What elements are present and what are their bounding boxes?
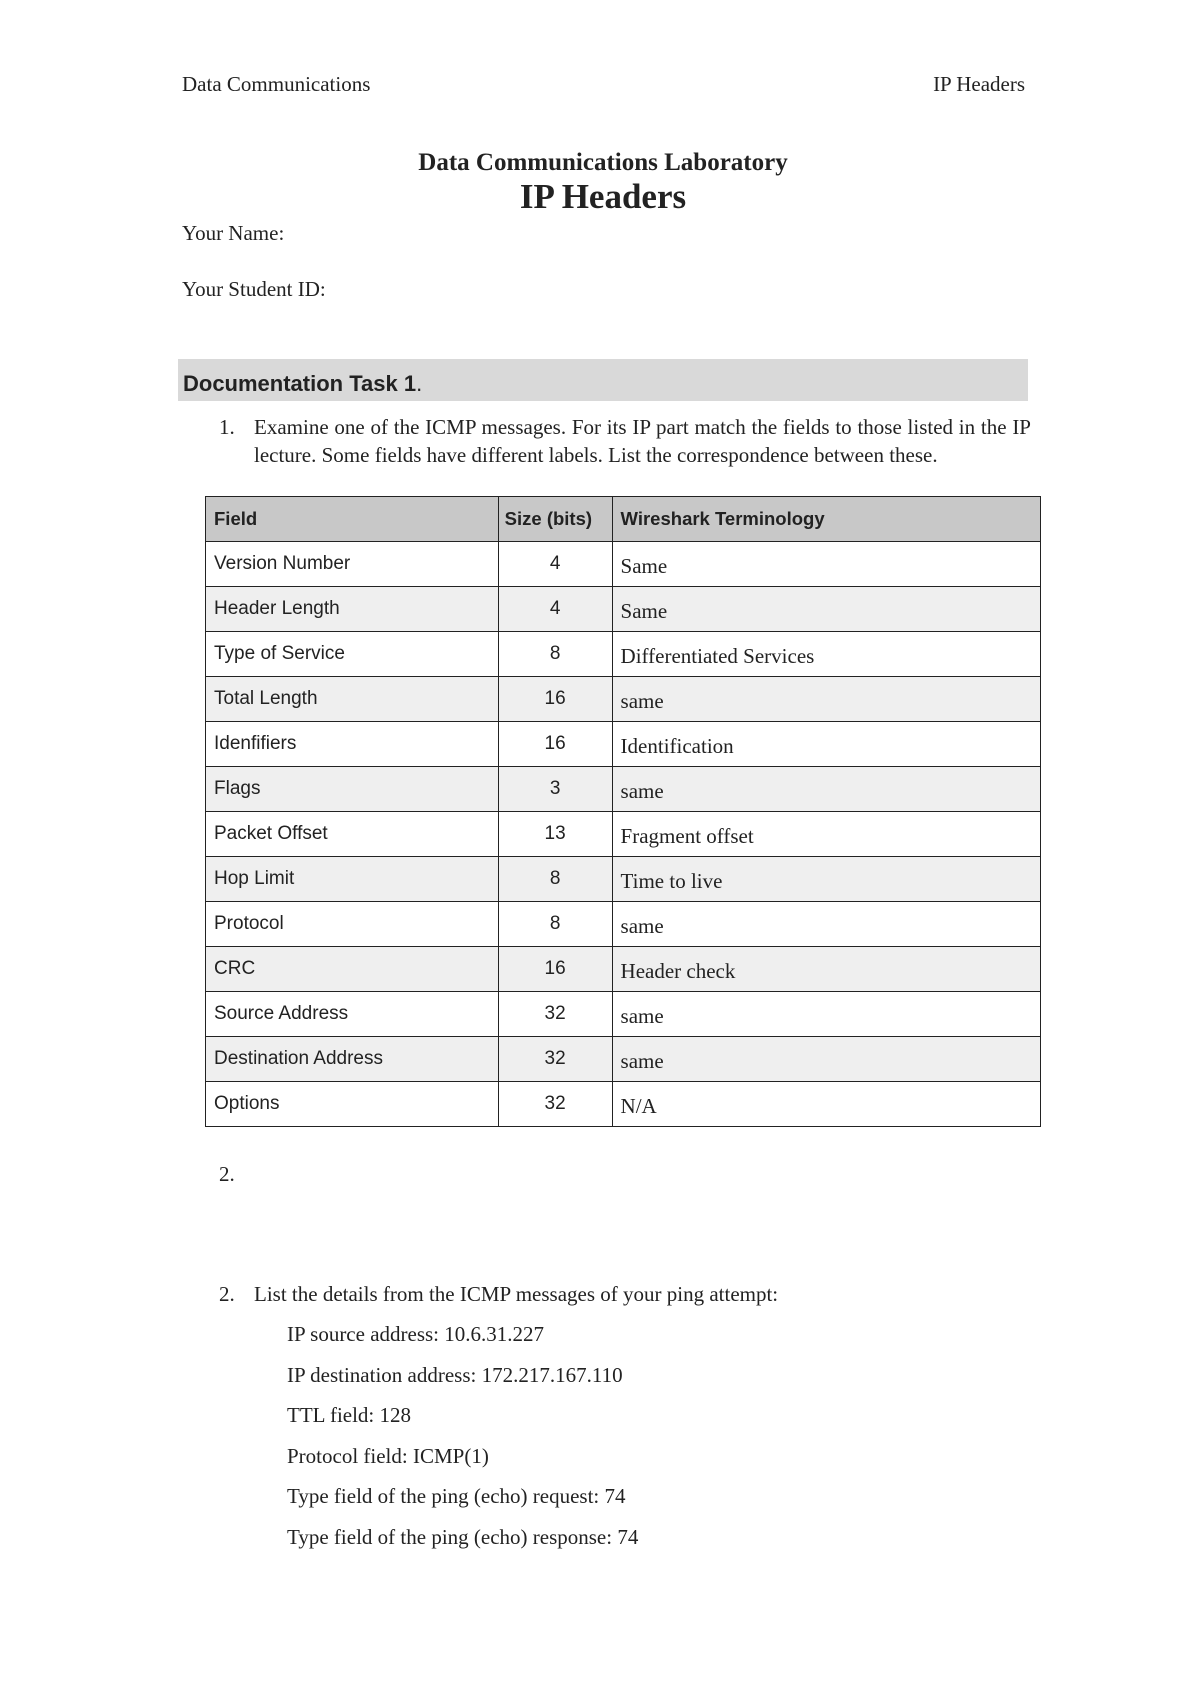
cell-size: 16 — [498, 947, 612, 992]
cell-wireshark: Same — [612, 587, 1040, 632]
detail-protocol: Protocol field: ICMP(1) — [287, 1444, 489, 1468]
cell-wireshark: Differentiated Services — [612, 632, 1040, 677]
list-item-1 — [219, 414, 1031, 469]
column-header-size: Size (bits) — [498, 497, 612, 542]
cell-wireshark: Identification — [612, 722, 1040, 767]
list-item-2 — [219, 1282, 779, 1307]
table-row — [206, 1037, 1041, 1082]
cell-field: CRC — [206, 947, 499, 992]
table-row — [206, 1082, 1041, 1127]
detail-ip-source: IP source address: 10.6.31.227 — [287, 1322, 545, 1346]
cell-wireshark: same — [612, 677, 1040, 722]
cell-wireshark: Header check — [612, 947, 1040, 992]
cell-wireshark: Fragment offset — [612, 812, 1040, 857]
detail-ttl: TTL field: 128 — [287, 1403, 412, 1427]
list-item-text: Examine one of the ICMP messages. For its IP part match the fields to those listed in the IP lecture. Some fields have different labels. List the correspondence between these. — [254, 415, 1031, 467]
cell-size: 32 — [498, 1082, 612, 1127]
cell-field: Type of Service — [206, 632, 499, 677]
table-row — [206, 542, 1041, 587]
cell-field: Protocol — [206, 902, 499, 947]
page-title: IP Headers — [519, 177, 687, 216]
cell-wireshark: same — [612, 902, 1040, 947]
cell-size: 8 — [498, 857, 612, 902]
cell-field: Destination Address — [206, 1037, 499, 1082]
cell-field: Packet Offset — [206, 812, 499, 857]
cell-size: 4 — [498, 542, 612, 587]
table-row — [206, 947, 1041, 992]
detail-ip-destination: IP destination address: 172.217.167.110 — [287, 1363, 623, 1387]
table-row — [206, 812, 1041, 857]
cell-size: 8 — [498, 902, 612, 947]
list-item-text: List the details from the ICMP messages of your ping attempt: — [254, 1282, 779, 1306]
lab-title: Data Communications Laboratory — [418, 149, 788, 176]
cell-wireshark: same — [612, 767, 1040, 812]
task-heading — [178, 359, 1028, 401]
table-row — [206, 587, 1041, 632]
cell-size: 3 — [498, 767, 612, 812]
cell-size: 13 — [498, 812, 612, 857]
student-id-label: Your Student ID: — [182, 277, 326, 301]
name-label: Your Name: — [182, 221, 285, 245]
table-row — [206, 632, 1041, 677]
table-row — [206, 857, 1041, 902]
cell-size: 16 — [498, 722, 612, 767]
task-heading-suffix: . — [416, 371, 423, 396]
table-row — [206, 767, 1041, 812]
table-row — [206, 722, 1041, 767]
running-header-left: Data Communications — [182, 72, 371, 96]
cell-field: Source Address — [206, 992, 499, 1037]
cell-size: 32 — [498, 992, 612, 1037]
cell-wireshark: Time to live — [612, 857, 1040, 902]
cell-size: 16 — [498, 677, 612, 722]
cell-field: Flags — [206, 767, 499, 812]
cell-field: Options — [206, 1082, 499, 1127]
table-row — [206, 992, 1041, 1037]
list-item-number: 2. — [219, 1282, 235, 1306]
cell-size: 8 — [498, 632, 612, 677]
cell-field: Hop Limit — [206, 857, 499, 902]
cell-size: 4 — [498, 587, 612, 632]
cell-wireshark: N/A — [612, 1082, 1040, 1127]
task-heading-text: Documentation Task 1 — [183, 371, 417, 396]
list-item-number: 1. — [219, 415, 235, 439]
cell-wireshark: Same — [612, 542, 1040, 587]
cell-field: Total Length — [206, 677, 499, 722]
column-header-wireshark: Wireshark Terminology — [612, 497, 1040, 542]
column-header-field: Field — [206, 497, 499, 542]
running-header-right: IP Headers — [933, 72, 1025, 96]
cell-size: 32 — [498, 1037, 612, 1082]
table-header-row — [206, 497, 1041, 542]
cell-wireshark: same — [612, 992, 1040, 1037]
cell-field: Version Number — [206, 542, 499, 587]
table-row — [206, 677, 1041, 722]
ip-fields-table — [205, 496, 1041, 1127]
table-row — [206, 902, 1041, 947]
cell-wireshark: same — [612, 1037, 1040, 1082]
cell-field: Header Length — [206, 587, 499, 632]
detail-echo-response-type: Type field of the ping (echo) response: 74 — [287, 1525, 639, 1549]
list-item-stub: 2. — [219, 1162, 235, 1186]
cell-field: Idenfifiers — [206, 722, 499, 767]
detail-echo-request-type: Type field of the ping (echo) request: 74 — [287, 1484, 626, 1508]
